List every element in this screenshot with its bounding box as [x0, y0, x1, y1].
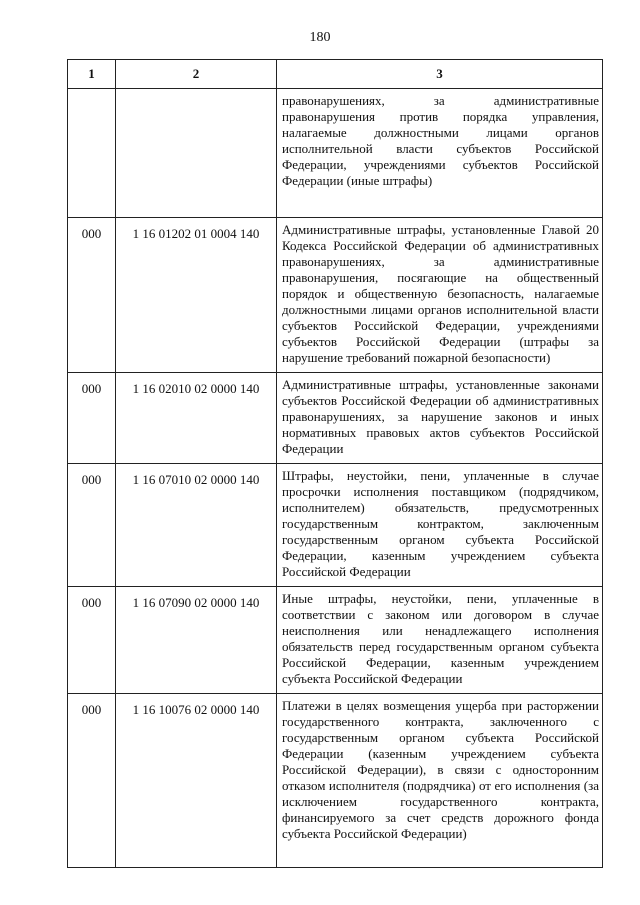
- description-cell: Иные штрафы, неустойки, пени, уплаченные в соответствии с законом или договором в случае неисполнения или ненадлежащего исполнения обязательств перед государственным органом субъекта Российской Федерации, казенным учреждением субъекта Российской Федерации: [277, 587, 603, 694]
- revenue-code-cell: 1 16 01202 01 0004 140: [116, 218, 277, 373]
- admin-code-cell: 000: [68, 694, 116, 868]
- revenue-code-cell: 1 16 10076 02 0000 140: [116, 694, 277, 868]
- revenue-code-cell: [116, 89, 277, 218]
- admin-code-cell: 000: [68, 373, 116, 464]
- page-number: 180: [309, 30, 331, 45]
- revenue-code-cell: 1 16 07090 02 0000 140: [116, 587, 277, 694]
- description-cell: Административные штрафы, установленные Главой 20 Кодекса Российской Федерации об административных правонарушениях, за административные правонарушения, посягающие на общественный порядок и общественную безопасность, налагаемые должностными лицами органов исполнительной власти субъектов Российской Федерации, учреждениями субъектов Российской Федерации (штрафы за нарушение требований пожарной безопасности): [277, 218, 603, 373]
- description-cell: Административные штрафы, установленные законами субъектов Российской Федерации об административных правонарушениях, за нарушение законов и иных нормативных правовых актов субъектов Российской Федерации: [277, 373, 603, 464]
- table-header-row: [68, 60, 603, 89]
- revenue-code-cell: 1 16 02010 02 0000 140: [116, 373, 277, 464]
- table-row: [68, 694, 603, 868]
- description-cell: Штрафы, неустойки, пени, уплаченные в случае просрочки исполнения поставщиком (подрядчиком, исполнителем) обязательств, предусмотренных государственным контрактом, заключенным государственным органом субъекта Российской Федерации, казенным учреждением субъекта Российской Федерации: [277, 464, 603, 587]
- table-row: [68, 464, 603, 587]
- column-header-3: 3: [277, 60, 603, 89]
- description-cell: Платежи в целях возмещения ущерба при расторжении государственного контракта, заключенного с государственным органом субъекта Российской Федерации (казенным учреждением субъекта Российской Федерации), в связи с односторонним отказом исполнителя (подрядчика) от его исполнения (за исключением государственного контракта, финансируемого за счет средств дорожного фонда субъекта Российской Федерации): [277, 694, 603, 868]
- description-cell: правонарушениях, за административные правонарушения против порядка управления, налагаемые должностными лицами органов исполнительной власти субъектов Российской Федерации, учреждениями субъектов Российской Федерации (иные штрафы): [277, 89, 603, 218]
- table-row: [68, 218, 603, 373]
- admin-code-cell: 000: [68, 587, 116, 694]
- table-row: [68, 89, 603, 218]
- table-row: [68, 587, 603, 694]
- table-row: [68, 373, 603, 464]
- column-header-2: 2: [116, 60, 277, 89]
- budget-codes-table: [67, 59, 603, 868]
- column-header-1: 1: [68, 60, 116, 89]
- revenue-code-cell: 1 16 07010 02 0000 140: [116, 464, 277, 587]
- admin-code-cell: 000: [68, 464, 116, 587]
- admin-code-cell: 000: [68, 218, 116, 373]
- admin-code-cell: [68, 89, 116, 218]
